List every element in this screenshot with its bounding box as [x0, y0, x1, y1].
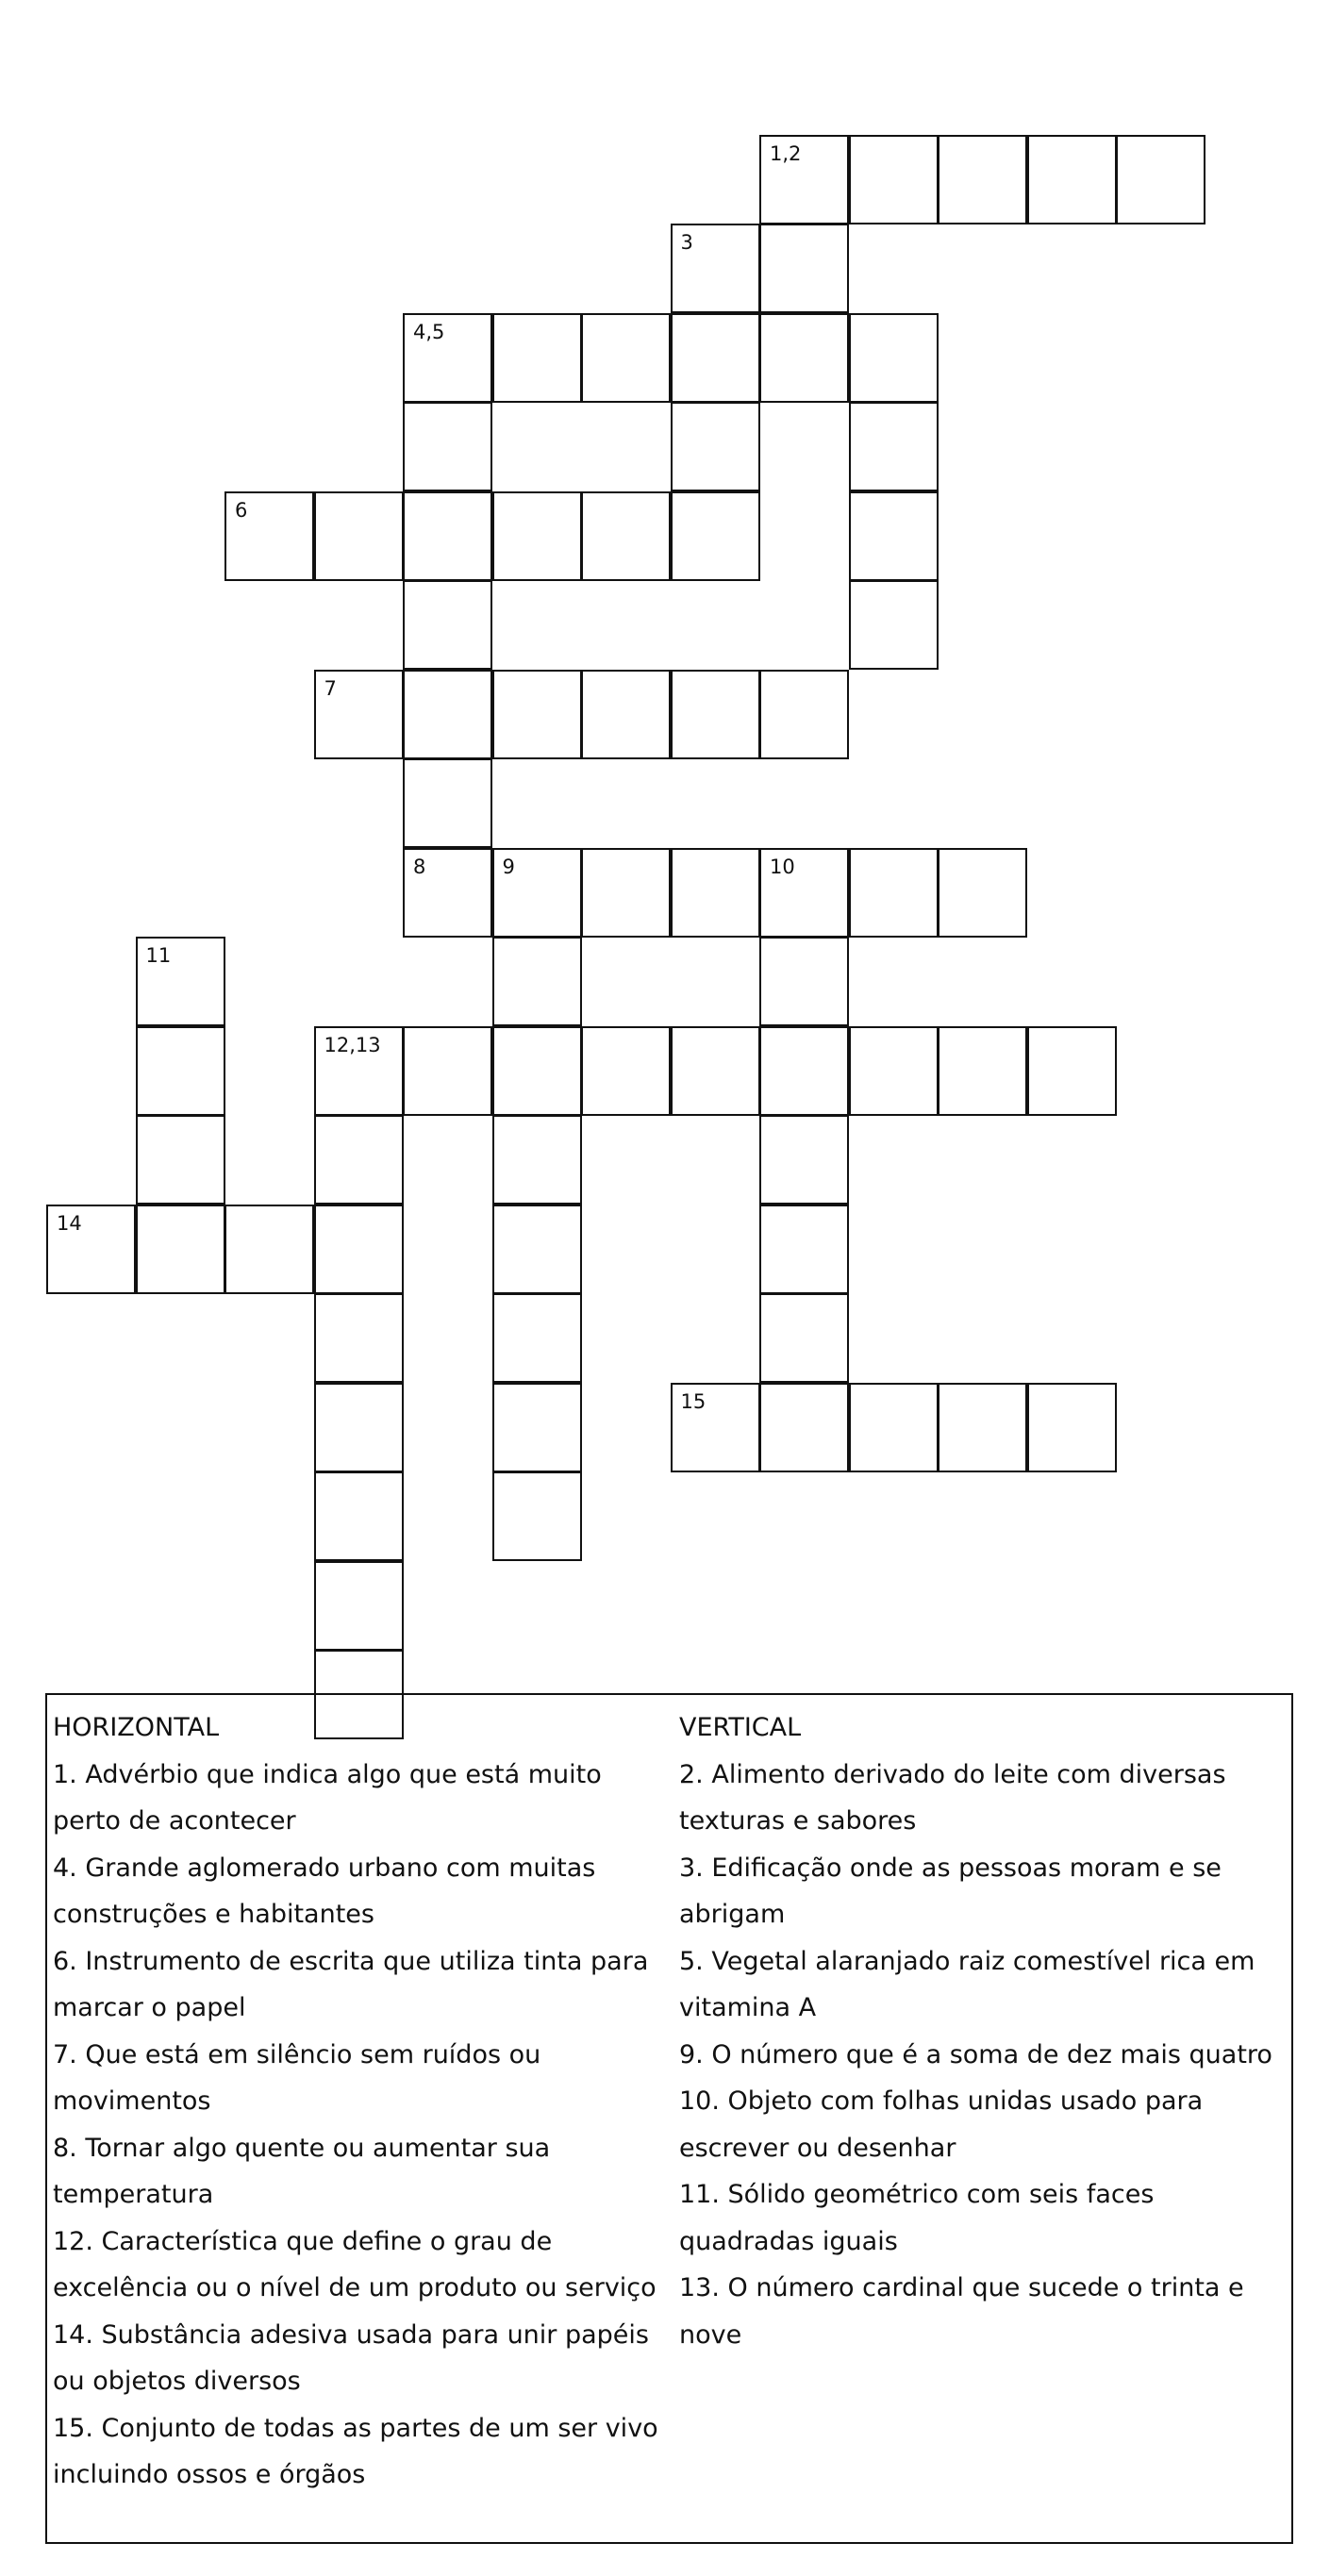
crossword-cell[interactable]	[671, 670, 760, 759]
crossword-cell[interactable]	[1027, 135, 1117, 224]
clue-number: 11	[145, 944, 172, 967]
vertical-clue: 2. Alimento derivado do leite com diversas texturas e sabores	[679, 1759, 1226, 1836]
crossword-cell[interactable]	[759, 1293, 849, 1383]
horizontal-clue: 14. Substância adesiva usada para unir papéis ou objetos diversos	[53, 2319, 649, 2396]
crossword-cell[interactable]	[849, 135, 939, 224]
crossword-cell[interactable]	[759, 135, 849, 224]
crossword-cell[interactable]	[224, 1205, 314, 1294]
crossword-cell[interactable]	[224, 491, 314, 581]
crossword-cell[interactable]	[403, 402, 492, 491]
crossword-cell[interactable]	[492, 1293, 582, 1383]
crossword-cell[interactable]	[492, 1383, 582, 1472]
crossword-cell[interactable]	[492, 1115, 582, 1205]
crossword-cell[interactable]	[671, 224, 760, 313]
crossword-cell[interactable]	[492, 1026, 582, 1116]
clue-number: 3	[680, 231, 693, 254]
crossword-cell[interactable]	[314, 491, 404, 581]
crossword-cell[interactable]	[314, 1205, 404, 1294]
vertical-clue: 11. Sólido geométrico com seis faces quadradas iguais	[679, 2180, 1155, 2256]
crossword-cell[interactable]	[492, 491, 582, 581]
crossword-cell[interactable]	[849, 848, 939, 938]
clue-number: 8	[413, 855, 426, 878]
horizontal-clues	[53, 1704, 666, 2499]
crossword-cell[interactable]	[849, 1026, 939, 1116]
crossword-cell[interactable]	[46, 1205, 136, 1294]
crossword-cell[interactable]	[849, 491, 939, 581]
crossword-cell[interactable]	[136, 937, 225, 1026]
crossword-cell[interactable]	[938, 848, 1027, 938]
crossword-cell[interactable]	[581, 313, 671, 403]
crossword-cell[interactable]	[314, 1293, 404, 1383]
vertical-clue: 5. Vegetal alaranjado raiz comestível rica em vitamina A	[679, 1946, 1255, 2022]
clue-number: 15	[680, 1389, 707, 1413]
crossword-cell[interactable]	[314, 1471, 404, 1561]
crossword-cell[interactable]	[581, 670, 671, 759]
crossword-cell[interactable]	[759, 937, 849, 1026]
crossword-cell[interactable]	[759, 1383, 849, 1472]
crossword-cell[interactable]	[492, 848, 582, 938]
crossword-cell[interactable]	[492, 670, 582, 759]
crossword-cell[interactable]	[849, 402, 939, 491]
crossword-cell[interactable]	[1027, 1026, 1117, 1116]
crossword-cell[interactable]	[671, 1383, 760, 1472]
horizontal-clue: 15. Conjunto de todas as partes de um ser vivo incluindo ossos e órgãos	[53, 2413, 658, 2489]
crossword-cell[interactable]	[403, 313, 492, 403]
horizontal-clue: 6. Instrumento de escrita que utiliza tinta para marcar o papel	[53, 1946, 649, 2022]
crossword-cell[interactable]	[314, 1383, 404, 1472]
crossword-cell[interactable]	[314, 1026, 404, 1116]
crossword-cell[interactable]	[492, 1205, 582, 1294]
horizontal-title: HORIZONTAL	[53, 1713, 220, 1742]
crossword-cell[interactable]	[403, 580, 492, 670]
crossword-cell[interactable]	[849, 313, 939, 403]
crossword-cell[interactable]	[136, 1115, 225, 1205]
vertical-title: VERTICAL	[679, 1713, 802, 1742]
vertical-clue: 3. Edificação onde as pessoas moram e se abrigam	[679, 1853, 1222, 1929]
horizontal-clue: 1. Advérbio que indica algo que está muito perto de acontecer	[53, 1759, 602, 1836]
crossword-cell[interactable]	[581, 848, 671, 938]
crossword-cell[interactable]	[581, 1026, 671, 1116]
crossword-cell[interactable]	[314, 1115, 404, 1205]
horizontal-clue: 4. Grande aglomerado urbano com muitas construções e habitantes	[53, 1853, 596, 1929]
crossword-cell[interactable]	[671, 1026, 760, 1116]
crossword-cell[interactable]	[314, 1561, 404, 1651]
crossword-cell[interactable]	[492, 313, 582, 403]
clue-number: 6	[235, 498, 248, 522]
crossword-cell[interactable]	[759, 1026, 849, 1116]
vertical-clue: 9. O número que é a soma de dez mais quatro	[679, 2039, 1272, 2069]
crossword-cell[interactable]	[938, 1026, 1027, 1116]
crossword-cell[interactable]	[136, 1026, 225, 1116]
clue-number: 14	[57, 1211, 82, 1235]
crossword-cell[interactable]	[403, 670, 492, 759]
crossword-cell[interactable]	[938, 135, 1027, 224]
clue-number: 9	[502, 855, 515, 878]
crossword-cell[interactable]	[1027, 1383, 1117, 1472]
clue-number: 4,5	[413, 320, 445, 343]
crossword-cell[interactable]	[759, 224, 849, 313]
crossword-cell[interactable]	[759, 313, 849, 403]
crossword-cell[interactable]	[403, 491, 492, 581]
crossword-cell[interactable]	[581, 491, 671, 581]
crossword-cell[interactable]	[938, 1383, 1027, 1472]
clue-number: 1,2	[770, 141, 802, 165]
crossword-cell[interactable]	[492, 937, 582, 1026]
crossword-cell[interactable]	[671, 491, 760, 581]
crossword-cell[interactable]	[314, 670, 404, 759]
vertical-clue: 10. Objeto com folhas unidas usado para escrever ou desenhar	[679, 2086, 1204, 2163]
crossword-cell[interactable]	[849, 1383, 939, 1472]
crossword-cell[interactable]	[759, 1115, 849, 1205]
crossword-cell[interactable]	[403, 848, 492, 938]
clue-number: 7	[324, 676, 337, 700]
clue-number: 10	[770, 855, 795, 878]
crossword-cell[interactable]	[403, 1026, 492, 1116]
crossword-cell[interactable]	[849, 580, 939, 670]
horizontal-clue: 8. Tornar algo quente ou aumentar sua temperatura	[53, 2133, 551, 2209]
crossword-cell[interactable]	[759, 670, 849, 759]
clue-number: 12,13	[324, 1033, 381, 1056]
crossword-cell[interactable]	[671, 313, 760, 403]
crossword-cell[interactable]	[403, 758, 492, 848]
crossword-cell[interactable]	[759, 1205, 849, 1294]
vertical-clues	[679, 1704, 1292, 2358]
vertical-clue: 13. O número cardinal que sucede o trinta e nove	[679, 2273, 1244, 2350]
horizontal-clue: 7. Que está em silêncio sem ruídos ou movimentos	[53, 2039, 541, 2116]
crossword-cell[interactable]	[671, 848, 760, 938]
crossword-cell[interactable]	[671, 402, 760, 491]
clues-box	[45, 1693, 1293, 2544]
crossword-cell[interactable]	[1116, 135, 1205, 224]
crossword-cell[interactable]	[759, 848, 849, 938]
crossword-cell[interactable]	[492, 1471, 582, 1561]
crossword-cell[interactable]	[136, 1205, 225, 1294]
horizontal-clue: 12. Característica que define o grau de excelência ou o nível de um produto ou serviço	[53, 2226, 657, 2302]
